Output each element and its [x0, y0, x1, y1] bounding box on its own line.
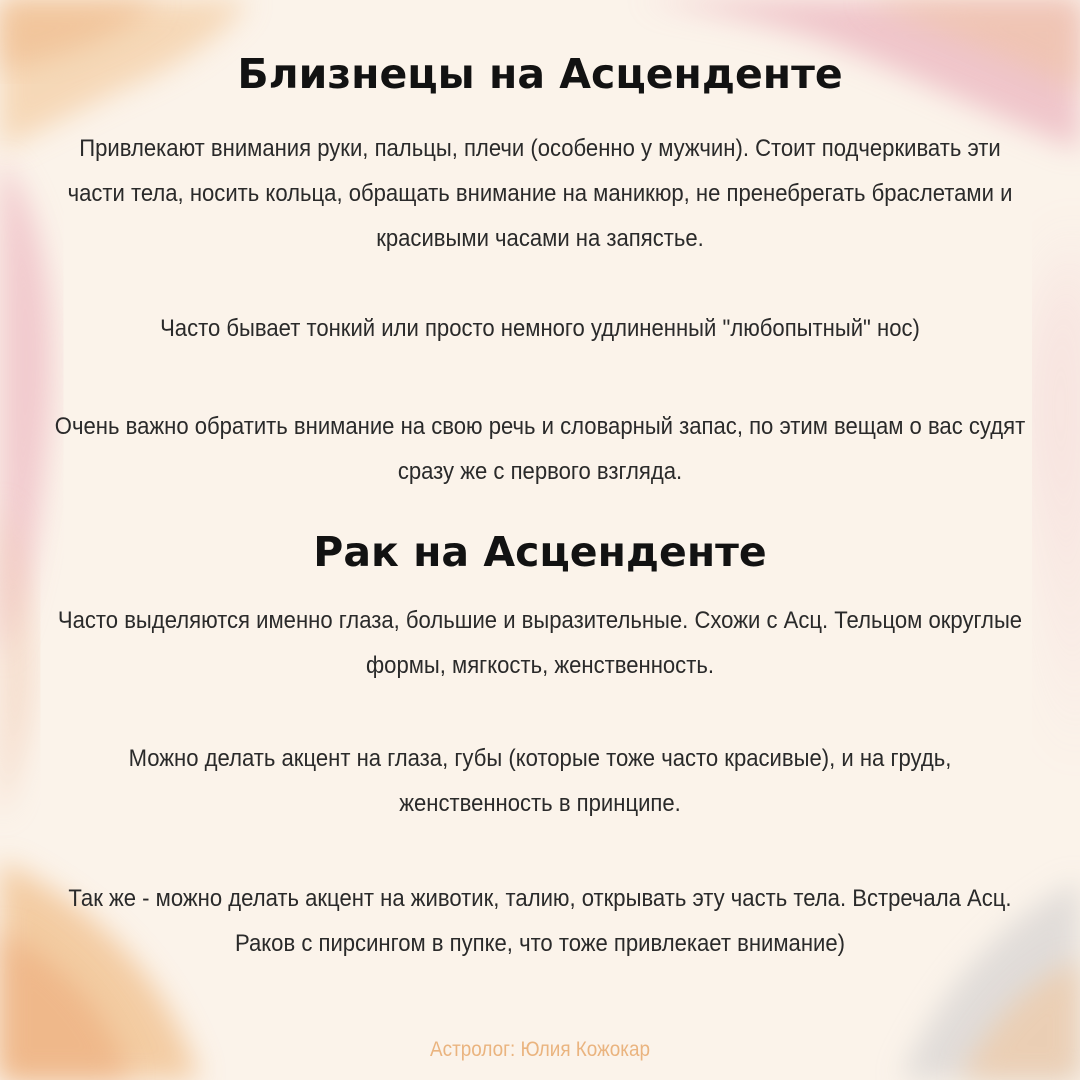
paragraph-gemini-features: Привлекают внимания руки, пальцы, плечи (особенно у мужчин). Стоит подчеркивать эти части тела, носить кольца, обращать внимание на маникюр, не пренебрегать браслетами и красивыми часами на запястье.: [67, 135, 1013, 252]
paragraph-gemini-speech: Очень важно обратить внимание на свою речь и словарный запас, по этим вещам о вас судят сразу же с первого взгляда.: [54, 413, 1026, 485]
section-title-cancer: Рак на Асценденте: [313, 528, 767, 576]
paragraph-cancer-waist: Так же - можно делать акцент на животик, талию, открывать эту часть тела. Встречала Асц. Раков с пирсингом в пупке, что тоже привлекает внимание): [68, 885, 1012, 957]
paragraph-cancer-eyes: Часто выделяются именно глаза, большие и выразительные. Схожи с Асц. Тельцом округлые формы, мягкость, женственность.: [57, 607, 1023, 679]
author-signature: Астролог: Юлия Кожокар: [430, 1038, 650, 1061]
section-title-gemini: Близнецы на Асценденте: [237, 50, 843, 98]
paragraph-cancer-accent: Можно делать акцент на глаза, губы (которые тоже часто красивые), и на грудь, женственность в принципе.: [128, 745, 952, 817]
paragraph-gemini-nose: Часто бывает тонкий или просто немного удлиненный "любопытный" нос): [160, 315, 920, 342]
